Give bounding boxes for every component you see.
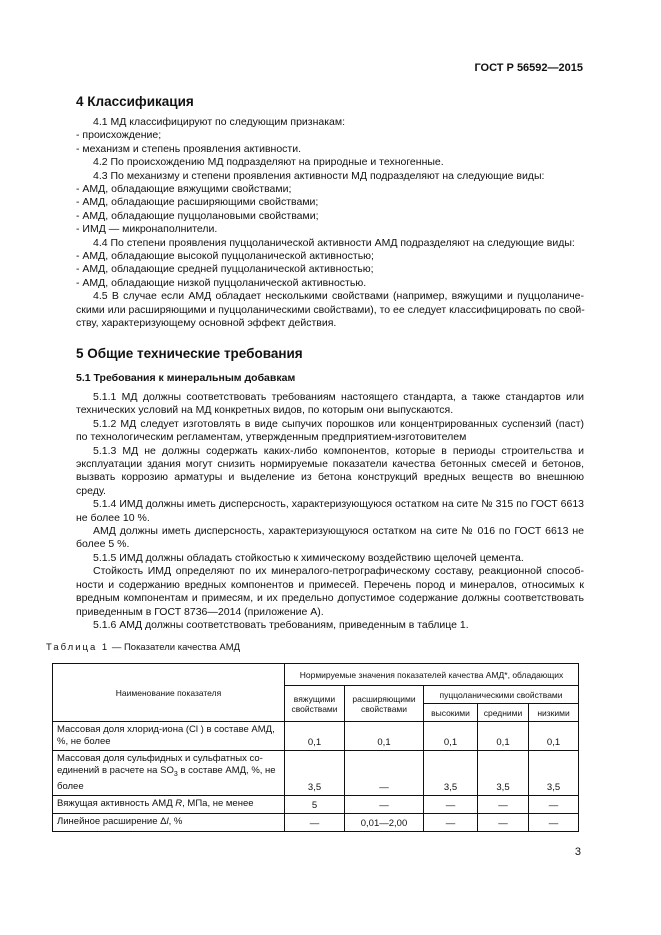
text-line: - АМД, обладающие низкой пуццоланической активностью. <box>76 276 367 289</box>
table-row <box>53 813 579 831</box>
cell-value: 3,5 <box>424 751 478 796</box>
cell-value: — <box>424 795 478 813</box>
row-name <box>53 813 285 831</box>
table-caption <box>46 642 240 653</box>
cell-value: — <box>345 751 424 796</box>
text-line: технических условий на МД конкретных видов, по которым они выпускаются. <box>76 404 454 417</box>
text-line: 5.1.1 МД должны соответствовать требованиям настоящего стандарта, а также стандартов или <box>93 391 584 403</box>
text-line: 4.4 По степени проявления пуццоланической активности АМД подразделяют на следующие виды: <box>93 236 575 249</box>
cell-value: — <box>529 795 579 813</box>
page-number: 3 <box>574 846 581 858</box>
text-line: - АМД, обладающие вяжущими свойствами; <box>76 183 292 196</box>
header-low: низкими <box>529 704 579 722</box>
cell-value: — <box>285 813 345 831</box>
cell-value: 0,01—2,00 <box>345 813 424 831</box>
text-line: вредным компонентам и примесям, и их предельно допустимое содержание должны соответствовать <box>76 592 584 605</box>
text-line: - механизм и степень проявления активности. <box>76 142 302 155</box>
header-indicator-name: Наименование показателя <box>53 664 285 722</box>
row-name-part: Вяжущая активность АМД <box>57 797 176 809</box>
text-line: 4.5 В случае если АМД обладает несколькими свойствами (например, вяжущими и пуццоланиче- <box>93 290 584 303</box>
text-line: АМД должны иметь дисперсность, характеризующуюся остатком на сите № 016 по ГОСТ 6613 не <box>93 525 584 538</box>
row-name <box>53 751 285 796</box>
text-line: - АМД, обладающие пуццолановыми свойствами; <box>76 209 319 222</box>
quality-table <box>52 663 579 832</box>
text-line: по технологическим регламентам, утвержденным предприятием-изготовителем <box>76 431 467 444</box>
cell-value: 3,5 <box>529 751 579 796</box>
cell-value: 5 <box>285 795 345 813</box>
row-name <box>53 795 285 813</box>
cell-value: 0,1 <box>478 722 529 751</box>
table-row <box>53 751 579 796</box>
table-row <box>53 722 579 751</box>
header-binding: вяжущими свойствами <box>285 686 345 722</box>
cell-value: — <box>345 795 424 813</box>
text-line: более 5 %. <box>76 538 130 551</box>
row-name: Массовая доля хлорид-иона (Cl ) в составе АМД, %, не более <box>53 722 285 751</box>
table-row <box>53 795 579 813</box>
header-medium: средними <box>478 704 529 722</box>
text-line: скими или расширяющими и пуццоланическими свойствами), то ее следует классифицировать по свой- <box>76 303 585 316</box>
table-caption-label: Таблица 1 <box>46 642 110 653</box>
subsection-5-1-heading: 5.1 Требования к минеральным добавкам <box>76 372 296 384</box>
cell-value: — <box>478 795 529 813</box>
cell-value: 3,5 <box>478 751 529 796</box>
table-caption-text: — Показатели качества АМД <box>111 642 241 653</box>
text-line: - АМД, обладающие расширяющими свойствами; <box>76 196 319 209</box>
cell-value: — <box>529 813 579 831</box>
text-line: ности и содержанию вредных компонентов и примесей. Перечень пород и минералов, относимых к <box>76 578 584 591</box>
row-name-subscript: 3 <box>173 770 178 778</box>
header-high: высокими <box>424 704 478 722</box>
cell-value: 0,1 <box>529 722 579 751</box>
cell-value: 0,1 <box>285 722 345 751</box>
row-name-part: , % <box>168 815 183 827</box>
text-line: приведенным в ГОСТ 8736—2014 (приложение А). <box>76 605 324 618</box>
text-line: 5.1.5 ИМД должны обладать стойкостью к химическому воздействию щелочей цемента. <box>93 551 524 564</box>
cell-value: — <box>424 813 478 831</box>
text-line: 5.1.4 ИМД должны иметь дисперсность, характеризующуюся остатком на сите № 315 по ГОСТ 6613 <box>93 498 584 511</box>
cell-value: 3,5 <box>285 751 345 796</box>
section-5-heading: 5 Общие технические требования <box>76 346 303 361</box>
text-line: 4.1 МД классифицируют по следующим признакам: <box>93 116 346 128</box>
row-name-part: в составе АМД, %, не более <box>57 765 276 792</box>
text-line: - ИМД — микронаполнители. <box>76 223 218 236</box>
row-name-symbol: l <box>166 815 169 827</box>
text-line: ству, характеризующему основной эффект действия. <box>76 317 337 330</box>
row-name-part: Линейное расширение Δ <box>57 815 167 827</box>
text-line: 5.1.3 МД не должны содержать каких-либо компонентов, которые в периоды строительства и <box>93 444 584 457</box>
header-pozzolanic-group: пуццоланическими свойствами <box>424 686 579 704</box>
section-5-body <box>76 391 584 632</box>
section-4-heading: 4 Классификация <box>76 94 194 109</box>
row-name-symbol: R <box>175 797 183 809</box>
row-name-part: Массовая доля сульфидных и сульфатных со-единений в расчете на SO <box>57 753 263 776</box>
cell-value: 0,1 <box>424 722 478 751</box>
text-line: эксплуатации здания могут снизить нормируемые показатели качества бетонных смесей и бетонов, <box>76 458 584 471</box>
text-line: 5.1.6 АМД должны соответствовать требованиям, приведенным в таблице 1. <box>93 618 469 631</box>
text-line: 5.1.2 МД следует изготовлять в виде сыпучих порошков или концентрированных суспензий (паст) <box>93 417 584 430</box>
section-4-body <box>76 116 584 331</box>
text-line: - происхождение; <box>76 129 162 142</box>
text-line: вызвать коррозию арматуры и выделение из бетона конструкций вредных веществ во внешнюю <box>76 471 584 484</box>
cell-value: — <box>478 813 529 831</box>
text-line: - АМД, обладающие средней пуццоланической активностью; <box>76 263 374 276</box>
row-name-part: , МПа, не менее <box>182 797 254 809</box>
text-line: не более 10 %. <box>76 511 150 524</box>
text-line: Стойкость ИМД определяют по их минералого-петрографическому составу, реакционной способ- <box>93 565 584 578</box>
header-norm-group: Нормируемые значения показателей качества АМД*, обладающих <box>285 664 579 686</box>
text-line: 4.3 По механизму и степени проявления активности МД подразделяют на следующие виды: <box>93 169 545 182</box>
text-line: 4.2 По происхождению МД подразделяют на природные и техногенные. <box>93 156 444 169</box>
cell-value: 0,1 <box>345 722 424 751</box>
document-code: ГОСТ Р 56592—2015 <box>474 62 583 74</box>
header-expanding: расширяющими свойствами <box>345 686 424 722</box>
text-line: - АМД, обладающие высокой пуццоланической активностью; <box>76 250 374 263</box>
text-line: среду. <box>76 484 106 497</box>
